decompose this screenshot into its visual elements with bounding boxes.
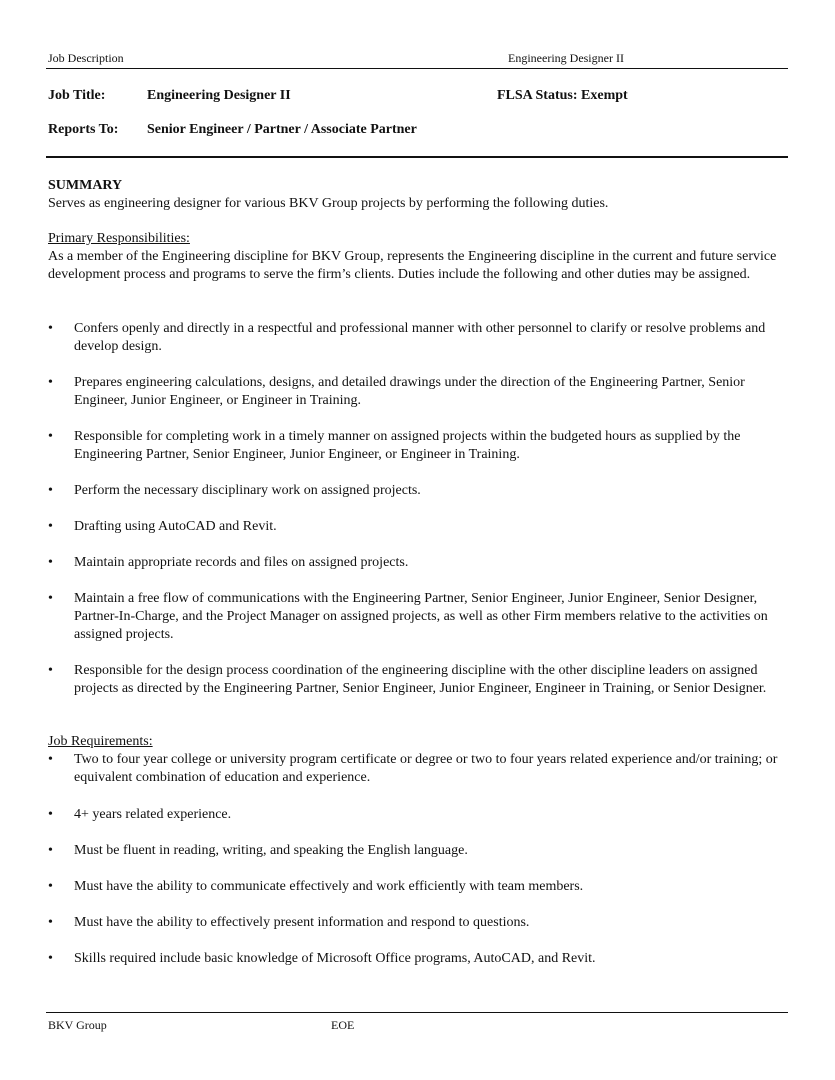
bullet-icon: • (48, 483, 53, 498)
bullet-icon: • (48, 321, 53, 336)
reports-to-label: Reports To: (48, 122, 119, 137)
list-item-text: Responsible for completing work in a timely manner on assigned projects within the budgeted hours as supplied by the Engineering Partner, Senior Engineer, Junior Engineer, or Engineer in Training. (74, 429, 741, 462)
meta-rule (46, 156, 788, 158)
list-item-text: Confers openly and directly in a respectful and professional manner with other personnel to clarify or resolve problems and develop design. (74, 321, 766, 354)
bullet-icon: • (48, 951, 53, 966)
primary-heading: Primary Responsibilities: (48, 231, 190, 246)
header-right: Engineering Designer II (508, 51, 624, 65)
reports-to-value: Senior Engineer / Partner / Associate Partner (147, 122, 417, 137)
job-title-label: Job Title: (48, 88, 106, 103)
list-item-text: Must have the ability to effectively present information and respond to questions. (74, 915, 530, 930)
list-item-text: Maintain appropriate records and files on assigned projects. (74, 555, 409, 570)
list-item-text: Must have the ability to communicate effectively and work efficiently with team members. (74, 879, 584, 894)
header-left: Job Description (48, 51, 124, 65)
list-item-text: Skills required include basic knowledge of Microsoft Office programs, AutoCAD, and Revit. (74, 951, 596, 966)
summary-heading: SUMMARY (48, 178, 123, 193)
bullet-icon: • (48, 591, 53, 606)
job-title-value: Engineering Designer II (147, 88, 291, 103)
footer-center: EOE (331, 1018, 355, 1032)
bullet-icon: • (48, 519, 53, 534)
bullet-icon: • (48, 429, 53, 444)
flsa-status: FLSA Status: Exempt (497, 88, 628, 103)
list-item-text: Two to four year college or university program certificate or degree or two to four years related experience and/or training; or equivalent combination of education and experience. (74, 752, 778, 785)
bullet-icon: • (48, 555, 53, 570)
header-rule (46, 68, 788, 69)
primary-intro: As a member of the Engineering discipline for BKV Group, represents the Engineering discipline in the current and future service development process and programs to serve the firm’s clients. Duties include the following and other duties may be assigned. (48, 249, 777, 282)
bullet-icon: • (48, 807, 53, 822)
bullet-icon: • (48, 663, 53, 678)
bullet-icon: • (48, 843, 53, 858)
footer-left: BKV Group (48, 1018, 107, 1032)
summary-text: Serves as engineering designer for various BKV Group projects by performing the following duties. (48, 196, 609, 211)
list-item-text: Prepares engineering calculations, designs, and detailed drawings under the direction of the Engineering Partner, Senior Engineer, Junior Engineer, or Engineer in Training. (74, 375, 745, 408)
bullet-icon: • (48, 752, 53, 767)
requirements-heading: Job Requirements: (48, 734, 153, 749)
list-item-text: Perform the necessary disciplinary work on assigned projects. (74, 483, 421, 498)
bullet-icon: • (48, 375, 53, 390)
list-item-text: Responsible for the design process coordination of the engineering discipline with the other discipline leaders on assigned projects as directed by the Engineering Partner, Senior Engineer, Junior Engineer, Engineer in Training, or Senior Designer. (74, 663, 767, 696)
list-item-text: Drafting using AutoCAD and Revit. (74, 519, 277, 534)
bullet-icon: • (48, 915, 53, 930)
list-item-text: Must be fluent in reading, writing, and speaking the English language. (74, 843, 468, 858)
list-item-text: 4+ years related experience. (74, 807, 232, 822)
bullet-icon: • (48, 879, 53, 894)
footer-rule (46, 1012, 788, 1013)
list-item-text: Maintain a free flow of communications with the Engineering Partner, Senior Engineer, Junior Engineer, Senior Designer, Partner-In-Charge, and the Project Manager on assigned projects, as well as other Firm members relative to the activities on assigned projects. (74, 591, 768, 642)
